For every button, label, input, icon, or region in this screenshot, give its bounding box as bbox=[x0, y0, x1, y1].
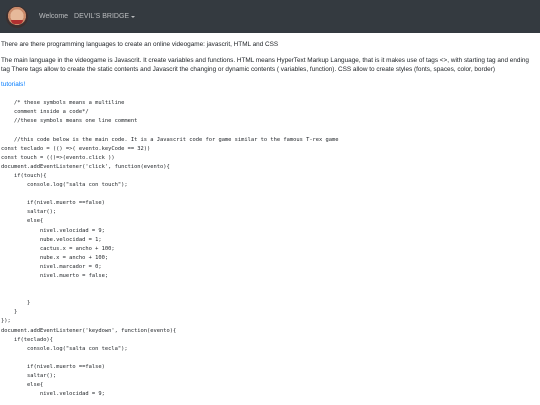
main-content bbox=[0, 41, 540, 399]
top-navbar bbox=[0, 0, 540, 33]
nav-dropdown-toggle[interactable] bbox=[74, 13, 135, 20]
tutorials-link[interactable]: tutorials! bbox=[1, 81, 26, 89]
nav-dropdown-label: DEVIL'S BRIDGE bbox=[74, 13, 130, 20]
intro-text: There are there programming languages to create an online videogame: javascrit, HTML and CSS bbox=[1, 41, 279, 48]
site-logo[interactable] bbox=[6, 6, 28, 28]
caret-down-icon bbox=[131, 16, 135, 18]
code-block: /* these symbols means a multiline comment inside a code*/ //these symbols means one line comment //this code below is the main code. It is a Javascrit code for game similar to the famous T-rex game const teclado = (() =>( evento.keyCode == 32)) const touch = (()=>(evento.click )) document.addEventListener('click', function(evento){ if(touch){ console.log("salta con touch"); if(nivel.muerto ==false) saltar(); else{ nivel.velocidad = 9; nube.velocidad = 1; cactus.x = ancho + 100; nube.x = ancho + 100; nivel.marcador = 0; nivel.muerto = false; } } }); document.addEventListener('keydown', function(evento){ if(teclado){ console.log("salta con tecla"); if(nivel.muerto ==false) saltar(); else{ nivel.velocidad = 9; bbox=[1, 100, 339, 398]
nav-welcome-link[interactable]: Welcome bbox=[39, 13, 69, 20]
description-paragraph: The main language in the videogame is Javascrit. It create variables and functions. HTML means HyperText Markup Language, that is it makes use of tags <>, with starting tag and ending tag There tags allow to create the static contents and Javascrit the changing or dynamic contents ( variables, function). CSS allow to create styles (fonts, spaces, color, border) bbox=[1, 57, 529, 73]
